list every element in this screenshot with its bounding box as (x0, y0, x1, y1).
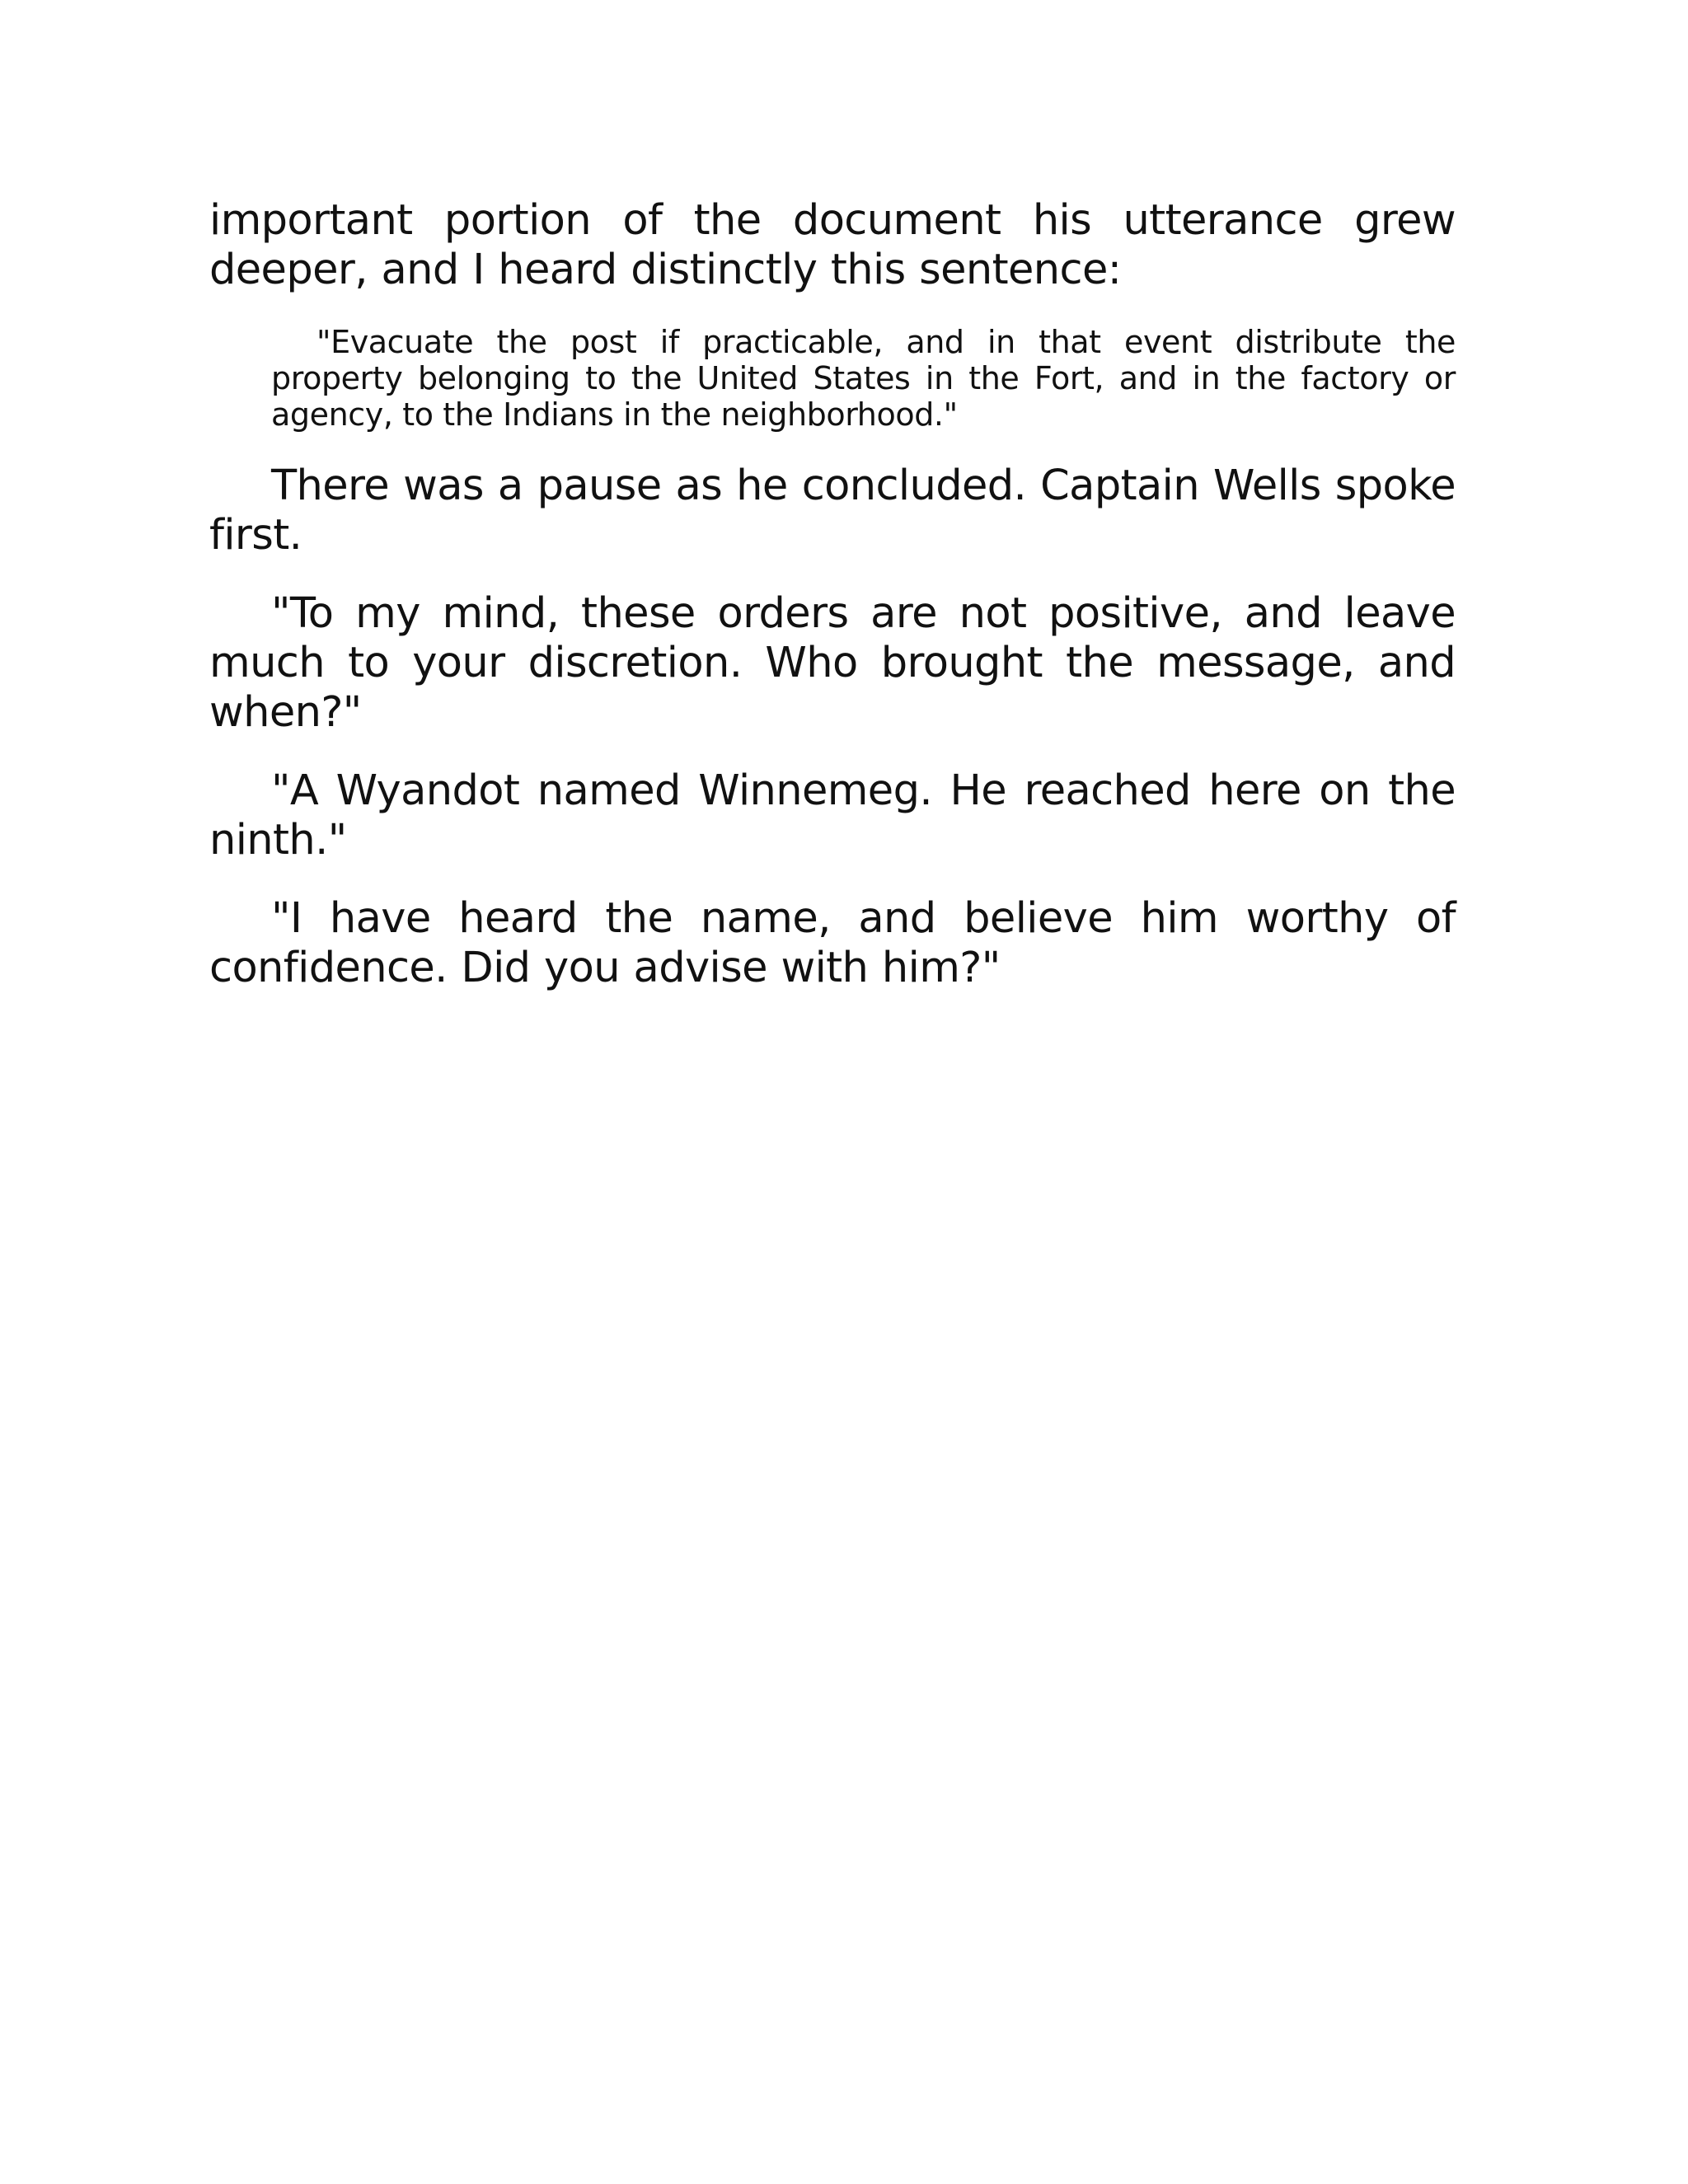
paragraph-continuation: important portion of the document his utterance grew deeper, and I heard distinctly this sentence: (209, 196, 1456, 294)
block-quote-orders: "Evacuate the post if practicable, and in that event distribute the property belonging to the United States in the Fort, and in the factory or agency, to the Indians in the neighborhood." (271, 324, 1456, 433)
paragraph-wells-reply: "To my mind, these orders are not positive, and leave much to your discretion. Who brought the message, and when?" (209, 589, 1456, 737)
paragraph-winnemeg: "A Wyandot named Winnemeg. He reached here on the ninth." (209, 766, 1456, 865)
document-page (209, 196, 1456, 1022)
paragraph-confidence: "I have heard the name, and believe him worthy of confidence. Did you advise with him?" (209, 894, 1456, 992)
paragraph-pause: There was a pause as he concluded. Captain Wells spoke first. (209, 462, 1456, 560)
